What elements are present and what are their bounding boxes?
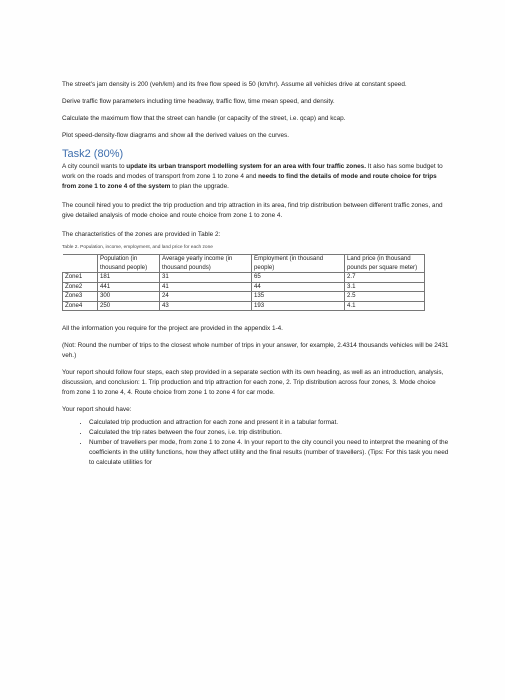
report-steps-paragraph: Your report should follow four steps, each step provided in a separate section with its own heading, as well as an introduction, analysis, discussion, and conclusion: 1. Trip production and trip attraction for each zone, 2. Trip distribution across four zones, 3. Mode choice from zone 1 to zone 4, 4. Route choice from zone 1 to zone 4 for car mode. <box>62 369 444 396</box>
table-cell: Zone1 <box>63 273 98 283</box>
table-cell: 4.1 <box>345 301 425 311</box>
task2-heading: Task2 (80%) <box>62 148 124 160</box>
table-header-cell <box>63 255 98 273</box>
report-should-have: Your report should have: <box>62 406 132 413</box>
table-cell: 2.5 <box>345 292 425 302</box>
appendix-paragraph: All the information you require for the project are provided in the appendix 1-4. <box>62 325 283 332</box>
task2-paragraph-1 <box>62 162 450 192</box>
intro-paragraph-1: The street's jam density is 200 (veh/km) and its free flow speed is 50 (km/hr). Assume all vehicles drive at constant speed. <box>62 81 407 88</box>
task2-p1-part-a: A city council wants to <box>62 163 127 170</box>
table-caption: Table 2. Population, income, employment, and land price for each zone <box>62 245 213 250</box>
table-cell: 135 <box>252 292 345 302</box>
table-header-cell: Population (in thousand people) <box>98 255 160 273</box>
table-row <box>63 282 425 292</box>
requirements-list <box>62 418 450 468</box>
table-cell: 43 <box>160 301 252 311</box>
table-cell: Zone2 <box>63 282 98 292</box>
table-cell: 193 <box>252 301 345 311</box>
table-cell: 3.1 <box>345 282 425 292</box>
task2-paragraph-2: The council hired you to predict the trip production and trip attraction in its area, find trip distribution between different traffic zones, and give detailed analysis of mode choice and route choice from zone 1 to zone 4. <box>62 202 443 219</box>
table-cell: 441 <box>98 282 160 292</box>
task2-p1-bold-d: needs to find the details of mode and route choice for trips from zone 1 to zone 4 of the system <box>62 173 437 190</box>
list-item: • Calculated trip production and attraction for each zone and present it in a tabular format. <box>89 418 450 428</box>
table-header-cell: Employment (in thousand people) <box>252 255 345 273</box>
task2-p1-part-c: It also has some budget to work on the roads and modes of transport from zone 1 to zone 4 and <box>62 163 443 180</box>
table-header-cell: Land price (in thousand pounds per square meter) <box>345 255 425 273</box>
table-row <box>63 292 425 302</box>
table-cell: 44 <box>252 282 345 292</box>
table-cell: 41 <box>160 282 252 292</box>
table-cell: 181 <box>98 273 160 283</box>
intro-paragraph-4: Plot speed-density-flow diagrams and show all the derived values on the curves. <box>62 132 289 139</box>
zones-table <box>62 254 425 311</box>
rounding-note: (Not: Round the number of trips to the closest whole number of trips in your answer, for example, 2.4314 thousands vehicles will be 2431 veh.) <box>62 342 449 359</box>
table-cell: 300 <box>98 292 160 302</box>
table-cell: 31 <box>160 273 252 283</box>
table-row <box>63 273 425 283</box>
table-cell: 2.7 <box>345 273 425 283</box>
intro-paragraph-2: Derive traffic flow parameters including time headway, traffic flow, time mean speed, and density. <box>62 98 335 105</box>
table-cell: 24 <box>160 292 252 302</box>
table-row <box>63 301 425 311</box>
intro-paragraph-3: Calculate the maximum flow that the street can handle (or capacity of the street, i.e. qcap) and kcap. <box>62 115 346 122</box>
task2-p1-bold-b: update its urban transport modelling system for an area with four traffic zones. <box>126 163 366 170</box>
table-header-cell: Average yearly income (in thousand pounds) <box>160 255 252 273</box>
document-body <box>62 80 450 468</box>
list-item: • Calculated the trip rates between the four zones, i.e. trip distribution. <box>89 428 450 438</box>
table-header-row <box>63 255 425 273</box>
table-cell: Zone4 <box>63 301 98 311</box>
task2-paragraph-3: The characteristics of the zones are provided in Table 2: <box>62 231 221 238</box>
task2-p1-part-e: to plan the upgrade. <box>170 183 229 190</box>
table-cell: 65 <box>252 273 345 283</box>
table-cell: 250 <box>98 301 160 311</box>
list-item: • Number of travellers per mode, from zone 1 to zone 4. In your report to the city council you need to interpret the meaning of the coefficients in the utility functions, how they affect utility and the final results (number of travellers). (Tips: For this task you need to calculate utilities for <box>89 438 450 468</box>
table-cell: Zone3 <box>63 292 98 302</box>
